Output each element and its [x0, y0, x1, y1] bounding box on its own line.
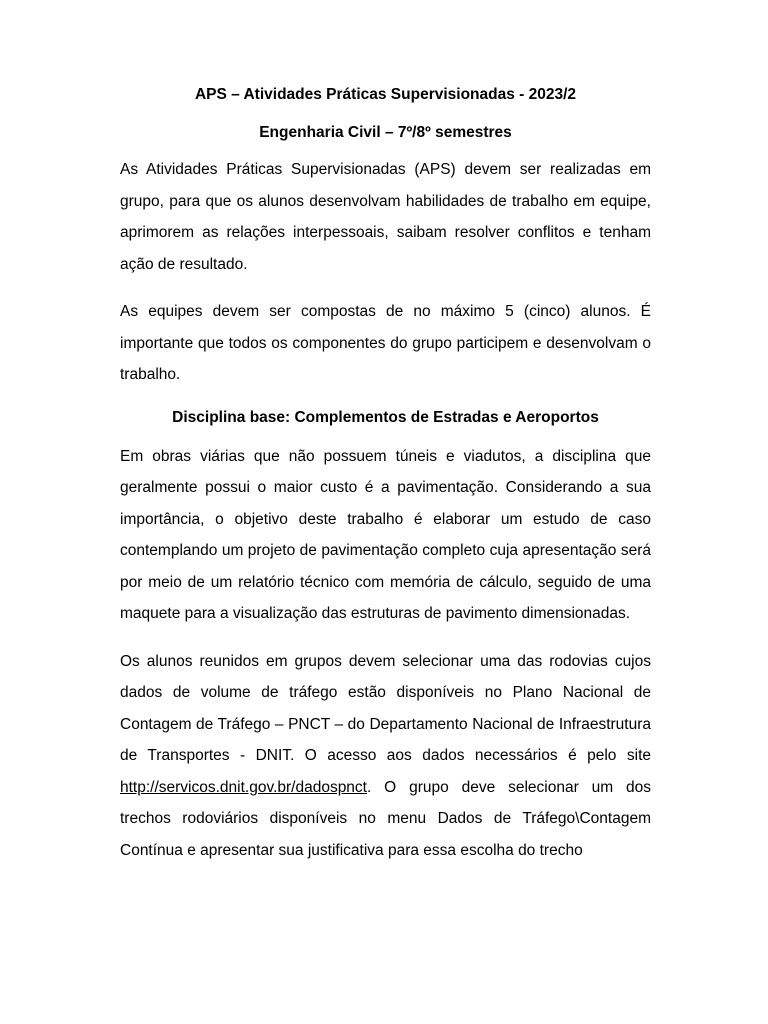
document-subtitle: Engenharia Civil – 7º/8º semestres [259, 124, 512, 141]
paragraph-data-source [120, 646, 651, 867]
discipline-heading: Disciplina base: Complementos de Estradas e Aeroportos [172, 408, 599, 426]
paragraph-aps-intro: As Atividades Práticas Supervisionadas (APS) devem ser realizadas em grupo, para que os alunos desenvolvam habilidades de trabalho em equipe, aprimorem as relações interpessoais, saibam resolver conflitos e tenham ação de resultado. [120, 161, 651, 273]
paragraph-data-source-text-before: Os alunos reunidos em grupos devem selecionar uma das rodovias cujos dados de volume de tráfego estão disponíveis no Plano Nacional de Contagem de Tráfego – PNCT – do Departamento Nacional de Infraestrutura de Transportes - DNIT. O acesso aos dados necessários é pelo site [120, 652, 651, 764]
paragraph-objective: Em obras viárias que não possuem túneis e viadutos, a disciplina que geralmente possui o maior custo é a pavimentação. Considerando a sua importância, o objetivo deste trabalho é elaborar um estudo de caso contemplando um projeto de pavimentação completo cuja apresentação será por meio de um relatório técnico com memória de cálculo, seguido de uma maquete para a visualização das estruturas de pavimento dimensionadas. [120, 447, 651, 622]
dnit-pnct-link[interactable]: http://servicos.dnit.gov.br/dadospnct [120, 778, 367, 796]
paragraph-data-source-text-after: . O grupo deve selecionar um dos trechos rodoviários disponíveis no menu Dados de Tráfego\Contagem Contínua e apresentar sua justificativa para essa escolha do trecho [120, 778, 651, 859]
document-title: APS – Atividades Práticas Supervisionadas - 2023/2 [194, 86, 577, 103]
paragraph-team-size: As equipes devem ser compostas de no máximo 5 (cinco) alunos. É importante que todos os componentes do grupo participem e desenvolvam o trabalho. [120, 303, 651, 383]
document-page [120, 84, 651, 882]
